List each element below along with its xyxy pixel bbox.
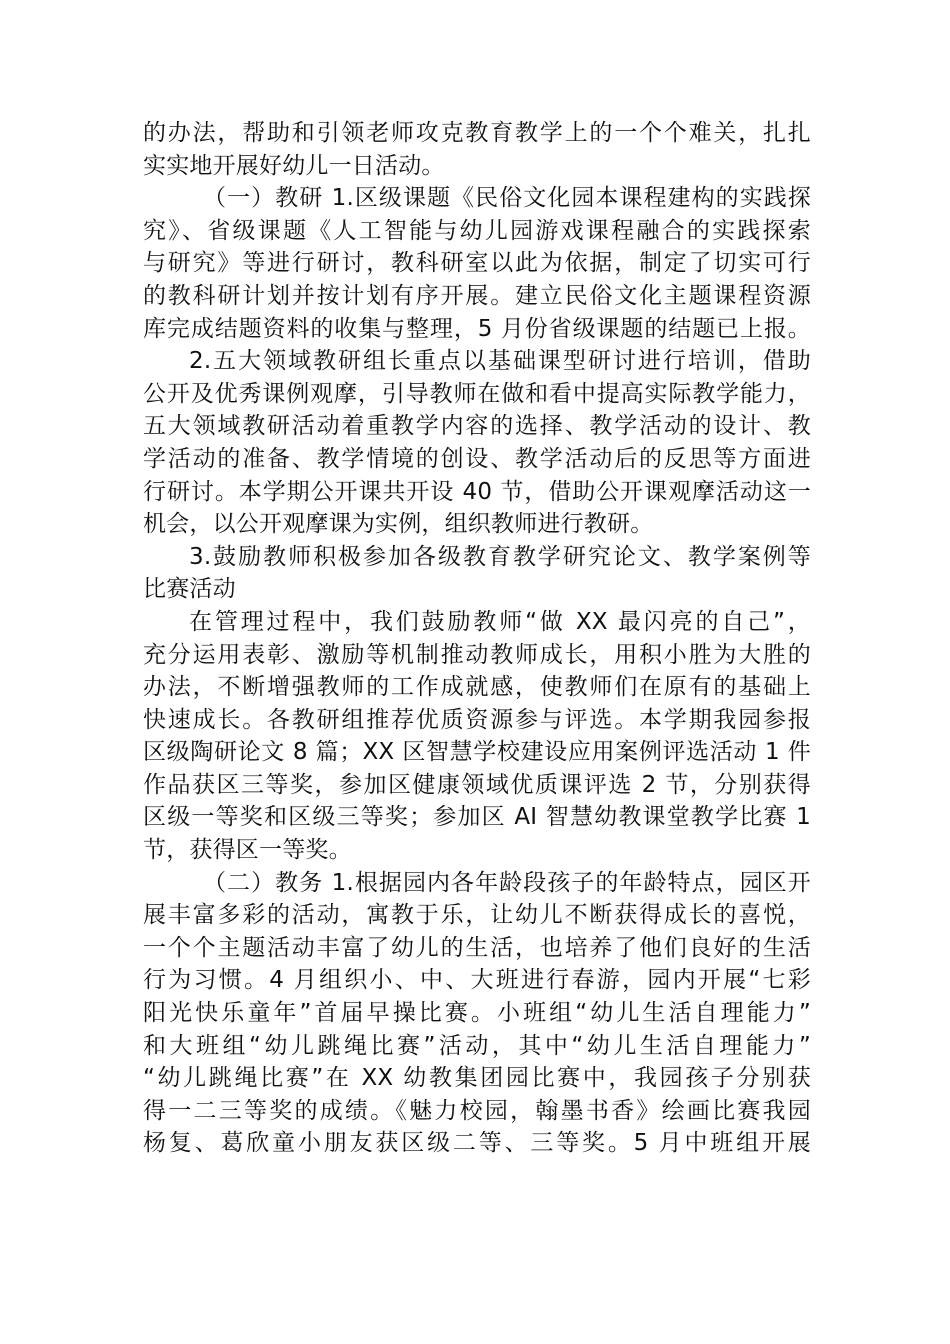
text-line: 行研讨。本学期公开课共开设 40 节，借助公开课观摩活动这一 xyxy=(143,478,811,505)
text-line: 行为习惯。4 月组织小、中、大班进行春游，园内开展“七彩 xyxy=(143,967,811,994)
text-line: 得一二三等奖的成绩。《魅力校园，翰墨书香》绘画比赛我园 xyxy=(143,1097,811,1124)
text-line: 学活动的准备、教学情境的创设、教学活动后的反思等方面进 xyxy=(143,445,811,472)
text-line: 的教科研计划并按计划有序开展。建立民俗文化主题课程资源 xyxy=(143,282,811,309)
text-line: 区级陶研论文 8 篇；XX 区智慧学校建设应用案例评选活动 1 件 xyxy=(143,739,811,766)
document-body xyxy=(143,117,811,1160)
text-line: 和大班组“幼儿跳绳比赛”活动，其中“幼儿生活自理能力” xyxy=(143,1032,811,1059)
text-line: 与研究》等进行研讨，教科研室以此为依据，制定了切实可行 xyxy=(143,250,811,277)
text-line: 办法，不断增强教师的工作成就感，使教师们在原有的基础上 xyxy=(143,674,811,701)
text-line: （二）教务 1.根据园内各年龄段孩子的年龄特点，园区开 xyxy=(203,869,811,896)
text-line: 充分运用表彰、激励等机制推动教师成长，用积小胜为大胜的 xyxy=(143,641,811,668)
text-line: 的办法，帮助和引领老师攻克教育教学上的一个个难关，扎扎 xyxy=(143,120,811,146)
text-line: 杨复、葛欣童小朋友获区级二等、三等奖。5 月中班组开展 xyxy=(143,1130,811,1157)
text-line: 节，获得区一等奖。 xyxy=(143,837,352,864)
text-line: 展丰富多彩的活动，寓教于乐，让幼儿不断获得成长的喜悦， xyxy=(143,902,811,929)
text-line: 实实地开展好幼儿一日活动。 xyxy=(143,152,445,179)
text-line: 3.鼓励教师积极参加各级教育教学研究论文、教学案例等 xyxy=(189,543,811,570)
text-line: 机会，以公开观摩课为实例，组织教师进行教研。 xyxy=(143,511,654,538)
text-line: 区级一等奖和区级三等奖；参加区 AI 智慧幼教课堂教学比赛 1 xyxy=(143,804,811,831)
text-line: 在管理过程中，我们鼓励教师“做 XX 最闪亮的自己”， xyxy=(189,608,811,635)
text-line: 作品获区三等奖，参加区健康领域优质课评选 2 节，分别获得 xyxy=(143,771,811,798)
text-line: 五大领域教研活动着重教学内容的选择、教学活动的设计、教 xyxy=(143,413,811,440)
text-line: 究》、省级课题《人工智能与幼儿园游戏课程融合的实践探索 xyxy=(143,217,811,244)
text-line: 公开及优秀课例观摩，引导教师在做和看中提高实际教学能力， xyxy=(143,380,811,407)
text-line: 快速成长。各教研组推荐优质资源参与评选。本学期我园参报 xyxy=(143,706,811,733)
text-line: （一）教研 1.区级课题《民俗文化园本课程建构的实践探 xyxy=(203,185,811,212)
text-line: 阳光快乐童年”首届早操比赛。小班组“幼儿生活自理能力” xyxy=(143,1000,811,1027)
text-line: “幼儿跳绳比赛”在 XX 幼教集团园比赛中，我园孩子分别获 xyxy=(143,1065,811,1092)
text-line: 比赛活动 xyxy=(143,576,236,603)
text-line: 一个个主题活动丰富了幼儿的生活，也培养了他们良好的生活 xyxy=(143,934,811,961)
text-line: 2.五大领域教研组长重点以基础课型研讨进行培训，借助 xyxy=(189,348,811,375)
text-line: 库完成结题资料的收集与整理，5 月份省级课题的结题已上报。 xyxy=(143,315,811,342)
